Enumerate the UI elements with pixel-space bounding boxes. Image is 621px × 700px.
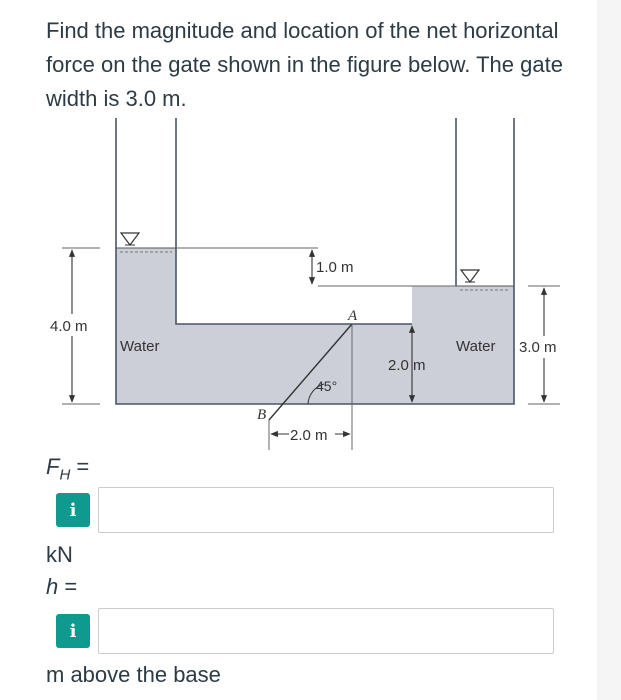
- label-water-right: Water: [456, 338, 496, 355]
- fh-label-sub: H: [59, 466, 71, 484]
- fh-label: [46, 454, 89, 483]
- h-label: [46, 574, 77, 600]
- left-surface-triangle-icon: [121, 233, 139, 245]
- fh-unit: kN: [46, 542, 73, 567]
- center-block-outline: [176, 118, 412, 324]
- fh-label-eq: =: [70, 454, 90, 479]
- label-point-b: B: [257, 407, 267, 423]
- info-icon: i: [69, 620, 77, 642]
- label-2m-bottom: 2.0 m: [290, 427, 328, 444]
- h-unit: m above the base: [46, 662, 221, 687]
- label-water-left: Water: [120, 338, 160, 355]
- fh-info-button[interactable]: [56, 493, 90, 527]
- fh-answer-input[interactable]: [98, 487, 554, 533]
- h-label-eq: =: [58, 574, 78, 599]
- label-point-a: A: [348, 308, 358, 324]
- label-3m: 3.0 m: [519, 339, 557, 356]
- fh-label-var: F: [46, 454, 60, 479]
- h-label-var: h: [46, 574, 59, 599]
- label-4m: 4.0 m: [50, 318, 88, 335]
- info-icon: i: [69, 499, 77, 521]
- label-angle: 45°: [316, 378, 338, 394]
- h-answer-input[interactable]: [98, 608, 554, 654]
- label-2m-center: 2.0 m: [388, 357, 426, 374]
- question-text: Find the magnitude and location of the net horizontal force on the gate shown in the figure below. The gate width is 3.0 m.: [46, 18, 563, 111]
- right-gutter: [597, 0, 621, 700]
- h-info-button[interactable]: [56, 614, 90, 648]
- right-surface-triangle-icon: [461, 270, 479, 282]
- label-1m: 1.0 m: [316, 259, 354, 276]
